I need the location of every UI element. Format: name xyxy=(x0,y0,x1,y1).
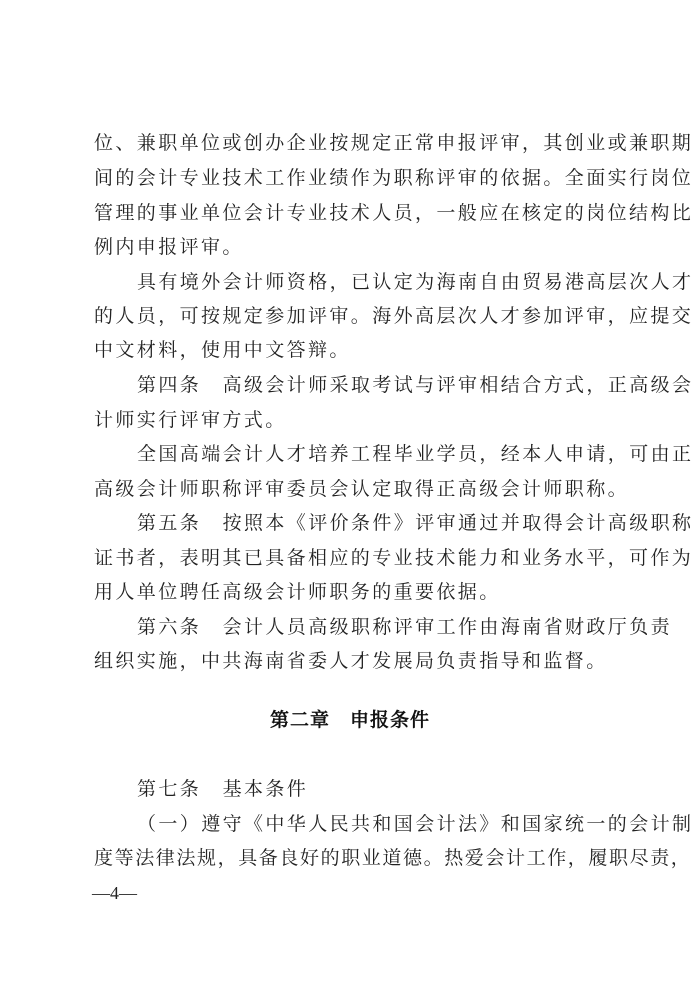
article-5-line: 用人单位聘任高级会计师职务的重要依据。 xyxy=(94,581,501,603)
paragraph-line: 管理的事业单位会计专业技术人员，一般应在核定的岗位结构比 xyxy=(94,202,694,224)
paragraph-line: 间的会计专业技术工作业绩作为职称评审的依据。全面实行岗位 xyxy=(94,167,694,189)
chapter-heading: 第二章 申报条件 xyxy=(269,709,430,731)
article-5-line: 证书者，表明其已具备相应的专业技术能力和业务水平，可作为 xyxy=(94,547,694,569)
paragraph-line: 高级会计师职称评审委员会认定取得正高级会计师职称。 xyxy=(94,478,630,500)
article-5-line: 第五条 按照本《评价条件》评审通过并取得会计高级职称 xyxy=(137,512,694,534)
paragraph-line: 具有境外会计师资格，已认定为海南自由贸易港高层次人才 xyxy=(137,271,694,293)
article-7-title: 第七条 基本条件 xyxy=(137,778,309,800)
article-6-line: 第六条 会计人员高级职称评审工作由海南省财政厅负责 xyxy=(137,616,673,638)
article-4-line: 第四条 高级会计师采取考试与评审相结合方式，正高级会 xyxy=(137,374,694,396)
paragraph-line: 中文材料，使用中文答辩。 xyxy=(94,339,351,361)
clause-1-line: 度等法律法规，具备良好的职业道德。热爱会计工作，履职尽责， xyxy=(94,847,692,869)
page-number: —4— xyxy=(92,883,137,903)
paragraph-line: 的人员，可按规定参加评审。海外高层次人才参加评审，应提交 xyxy=(94,305,694,327)
paragraph-line: 全国高端会计人才培养工程毕业学员，经本人申请，可由正 xyxy=(137,443,694,465)
article-6-line: 组织实施，中共海南省委人才发展局负责指导和监督。 xyxy=(94,650,608,672)
article-4-line: 计师实行评审方式。 xyxy=(94,409,287,431)
paragraph-line: 位、兼职单位或创办企业按规定正常申报评审，其创业或兼职期 xyxy=(94,132,694,154)
paragraph-line: 例内申报评审。 xyxy=(94,236,244,258)
clause-1-line: （一）遵守《中华人民共和国会计法》和国家统一的会计制 xyxy=(137,813,694,835)
